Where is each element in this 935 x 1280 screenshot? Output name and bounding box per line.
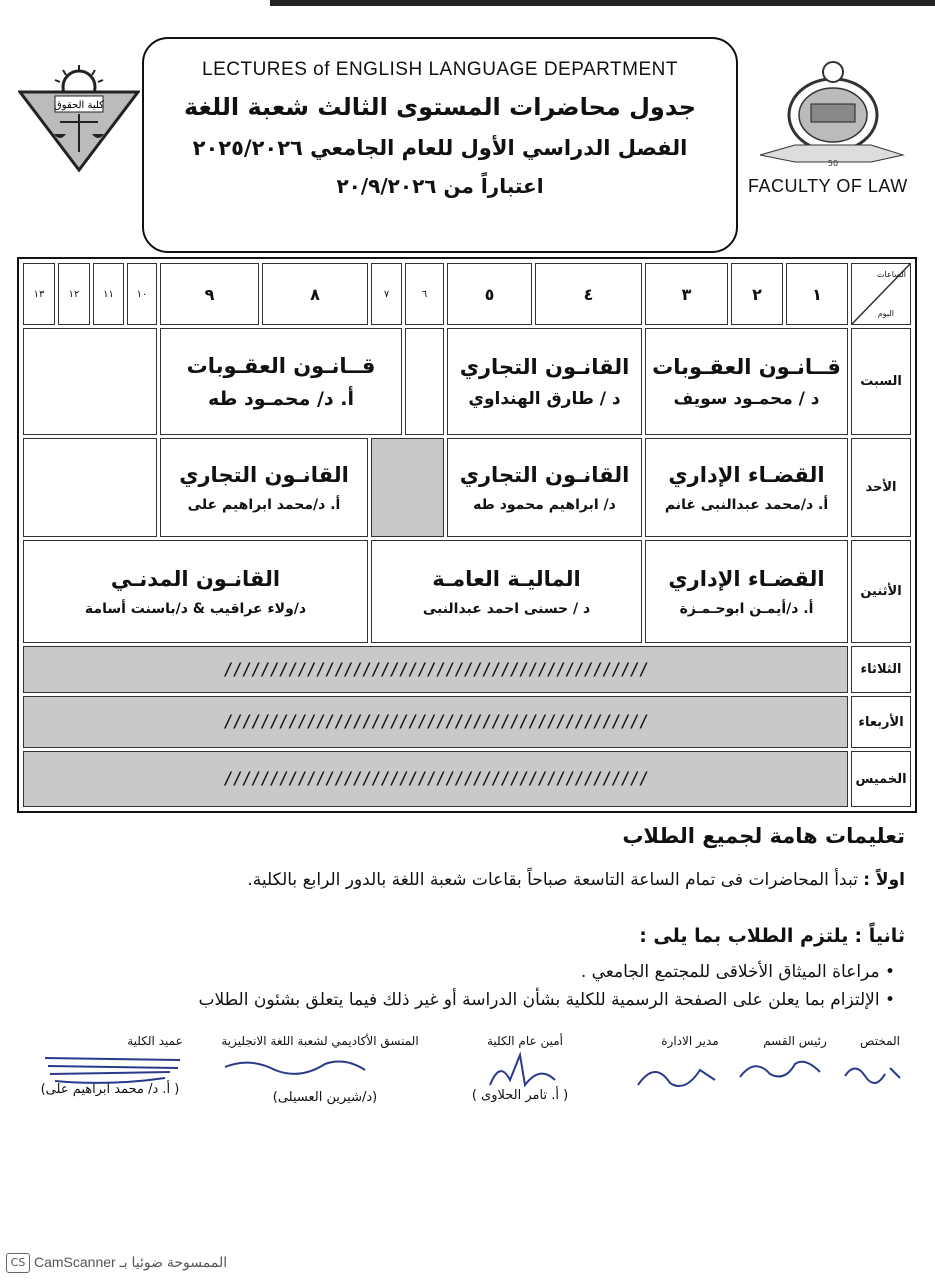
sig-admin-director-title: مدير الادارة bbox=[661, 1034, 719, 1048]
hour-header-12: ١٢ bbox=[58, 263, 90, 325]
day-monday: الأثنين bbox=[851, 540, 911, 643]
hour-header-3: ٣ bbox=[645, 263, 728, 325]
faculty-of-law-label: FACULTY OF LAW bbox=[748, 176, 908, 196]
schedule-table bbox=[17, 257, 917, 813]
camscanner-label: CamScanner الممسوحة ضوئيا بـ bbox=[34, 1254, 228, 1270]
university-anniversary-logo-icon bbox=[755, 60, 905, 170]
sat-slot-1: قــانـون العقـوبات د / محمـود سويف bbox=[645, 328, 848, 435]
admin-director-signature-icon bbox=[630, 1055, 720, 1095]
corner-header-cell bbox=[851, 263, 911, 325]
hour-header-9: ٩ bbox=[160, 263, 259, 325]
corner-day-label: اليوم bbox=[877, 309, 894, 318]
dept-head-signature-icon bbox=[735, 1052, 825, 1087]
day-sunday: الأحد bbox=[851, 438, 911, 537]
secretary-signature-icon bbox=[480, 1050, 560, 1095]
hour-header-7: ٧ bbox=[371, 263, 402, 325]
day-thursday: الخميس bbox=[851, 751, 911, 807]
sig-secretary-name: ( أ. تامر الحلاوى ) bbox=[471, 1088, 569, 1103]
instruction-first: اولاً : تبدأ المحاضرات فى تمام الساعة التاسعة صباحاً بقاعات شعبة اللغة بالدور الرابع بالكلية. bbox=[247, 870, 905, 890]
hour-header-10: ١٠ bbox=[127, 263, 157, 325]
day-wednesday: الأربعاء bbox=[851, 696, 911, 748]
mon-slot-1: القضـاء الإداري أ. د/أيمـن ابوحـمـزة bbox=[645, 540, 848, 643]
sig-dean-name: ( أ. د/ محمد ابراهيم على) bbox=[40, 1082, 180, 1097]
sat-empty-gap bbox=[405, 328, 444, 435]
dean-signature-icon bbox=[40, 1048, 190, 1088]
bullet-2: • الإلتزام بما يعلن على الصفحة الرسمية للكلية بشأن الدراسة أو غير ذلك فيما يتعلق بشئون الطلاب bbox=[198, 990, 895, 1010]
sat-empty-tail bbox=[23, 328, 157, 435]
sun-slot-3: القانـون التجاري أ. د/محمد ابراهيم على bbox=[160, 438, 368, 537]
sat-slot-2: القانـون التجاري د / طارق الهنداوي bbox=[447, 328, 642, 435]
faculty-emblem-icon bbox=[18, 62, 140, 174]
title-box bbox=[142, 37, 738, 253]
sun-shaded-gap bbox=[371, 438, 444, 537]
coordinator-signature-icon bbox=[220, 1052, 370, 1082]
sig-dean-title: عميد الكلية bbox=[127, 1034, 183, 1048]
sig-coordinator-title: المنسق الأكاديمي لشعبة اللغة الانجليزية bbox=[221, 1034, 419, 1048]
camscanner-logo-icon: CS bbox=[6, 1253, 30, 1273]
svg-text:50: 50 bbox=[827, 159, 839, 168]
instructions-heading: تعليمات هامة لجميع الطلاب bbox=[622, 824, 905, 848]
sun-slot-1: القضـاء الإداري أ. د/محمد عبدالنبى غانم bbox=[645, 438, 848, 537]
tue-no-lectures: ////////////////////////////////////////////// bbox=[23, 646, 848, 693]
semester-line: الفصل الدراسي الأول للعام الجامعي ٢٠٢٥/٢٠٢٦ bbox=[192, 136, 688, 160]
corner-hours-label: الساعات bbox=[877, 270, 906, 279]
hour-header-2: ٢ bbox=[731, 263, 783, 325]
hour-header-8: ٨ bbox=[262, 263, 368, 325]
english-title: LECTURES of ENGLISH LANGUAGE DEPARTMENT bbox=[202, 59, 678, 80]
arabic-title: جدول محاضرات المستوى الثالث شعبة اللغة bbox=[183, 93, 696, 121]
scan-edge bbox=[270, 0, 935, 6]
sig-secretary-title: أمين عام الكلية bbox=[486, 1034, 564, 1048]
left-logo-text: كلية الحقوق bbox=[54, 100, 104, 111]
mon-slot-3: القانـون المدنـي د/ولاء عراقيب & د/باسنت أسامة bbox=[23, 540, 368, 643]
day-saturday: السبت bbox=[851, 328, 911, 435]
thu-no-lectures: ////////////////////////////////////////////// bbox=[23, 751, 848, 807]
hour-header-4: ٤ bbox=[535, 263, 642, 325]
sig-specialist-title: المختص bbox=[860, 1034, 900, 1048]
hour-header-13: ١٣ bbox=[23, 263, 55, 325]
wed-no-lectures: ////////////////////////////////////////////// bbox=[23, 696, 848, 748]
sun-slot-2: القانـون التجاري د/ ابراهيم محمود طه bbox=[447, 438, 642, 537]
hour-header-5: ٥ bbox=[447, 263, 532, 325]
effective-date: اعتباراً من ٢٠/٩/٢٠٢٦ bbox=[336, 174, 544, 198]
sun-empty-tail bbox=[23, 438, 157, 537]
hour-header-11: ١١ bbox=[93, 263, 124, 325]
sat-slot-3: قــانـون العقـوبات أ. د/ محمـود طه bbox=[160, 328, 402, 435]
instruction-second: ثانياً : يلتزم الطلاب بما يلى : bbox=[639, 925, 905, 947]
day-tuesday: الثلاثاء bbox=[851, 646, 911, 693]
hour-header-6: ٦ bbox=[405, 263, 444, 325]
mon-slot-2: الماليـة العامـة د / حسنى احمد عبدالنبى bbox=[371, 540, 642, 643]
hour-header-1: ١ bbox=[786, 263, 848, 325]
bullet-1: • مراعاة الميثاق الأخلاقى للمجتمع الجامعي . bbox=[580, 962, 895, 982]
sig-dept-head-title: رئيس القسم bbox=[763, 1034, 827, 1048]
sig-coordinator-name: (د/شيرين العسيلى) bbox=[272, 1090, 378, 1105]
specialist-signature-icon bbox=[840, 1056, 910, 1086]
